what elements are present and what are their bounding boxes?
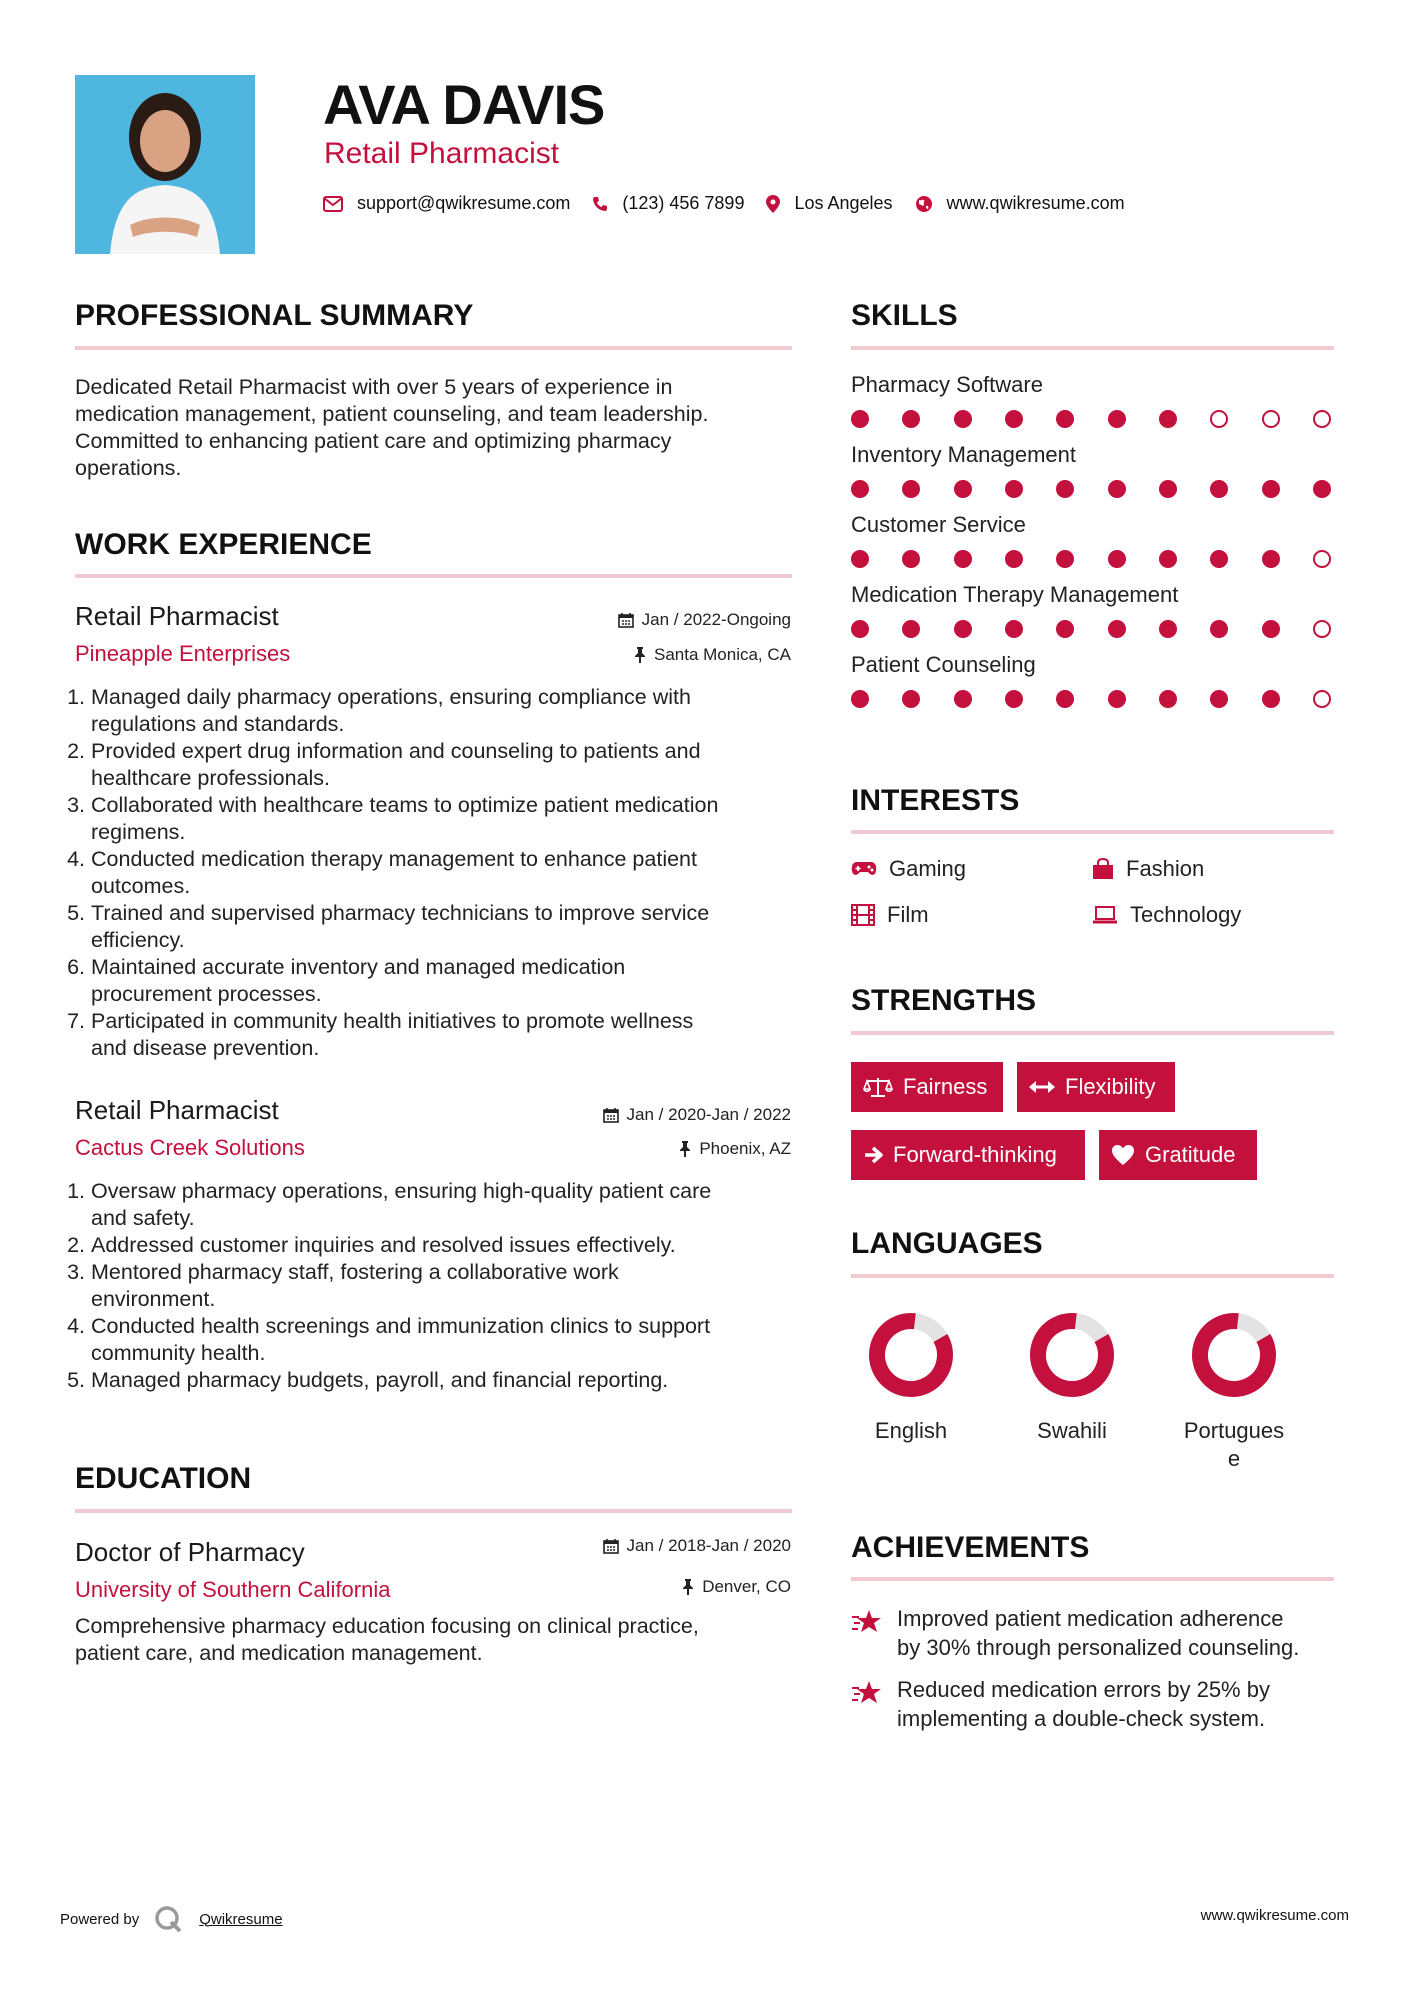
language-label-line: Swahili [1037,1418,1107,1443]
rating-dot-filled [1005,480,1023,498]
list-item: 7. Participated in community health initiatives to promote wellness and disease prevention. [91,1008,801,1062]
website-text: www.qwikresume.com [946,193,1125,213]
rating-dot-filled [1108,410,1126,428]
contact-phone[interactable] [592,193,744,214]
skill-rating [851,690,1331,708]
skill-rating [851,410,1331,428]
skill-item [851,652,1331,708]
rating-dot-filled [1159,690,1177,708]
rating-dot-filled [1108,690,1126,708]
calendar-icon [618,612,634,628]
rating-dot-filled [1313,480,1331,498]
rating-dot-filled [954,410,972,428]
gamepad-icon [851,861,877,877]
skill-rating [851,480,1331,498]
rating-dot-filled [1262,480,1280,498]
languages-rule [851,1274,1334,1278]
rating-dot-filled [902,620,920,638]
rating-dot-filled [1056,620,1074,638]
rating-dot-empty [1313,550,1331,568]
contact-email[interactable] [323,193,570,214]
education-dates [603,1536,791,1556]
rating-dot-filled [1262,620,1280,638]
donut-fill [1027,1310,1117,1400]
arrow-right-icon [863,1146,883,1164]
skill-item [851,372,1331,428]
skill-label: Patient Counseling [851,652,1036,677]
rating-dot-filled [954,550,972,568]
rating-dot-filled [1108,620,1126,638]
pushpin-icon [679,1141,691,1157]
job-title: Retail Pharmacist [75,601,279,631]
skill-label: Customer Service [851,512,1026,537]
language-label [1179,1417,1289,1473]
rating-dot-empty [1313,410,1331,428]
rating-dot-filled [1056,690,1074,708]
location-text: Los Angeles [794,193,893,213]
job-location-text: Phoenix, AZ [699,1139,791,1158]
summary-line: operations. [75,456,182,480]
job-company: Cactus Creek Solutions [75,1135,305,1160]
language-label-line: English [874,1418,948,1443]
job-bullets [73,1178,801,1394]
rating-dot-filled [1056,410,1074,428]
contact-bar [323,193,1147,214]
rating-dot-filled [1210,550,1228,568]
arrows-horizontal-icon [1029,1080,1055,1094]
education-heading: EDUCATION [75,1462,252,1495]
rating-dot-filled [1210,620,1228,638]
rating-dot-filled [1159,410,1177,428]
heart-icon [1111,1144,1135,1166]
rating-dot-filled [1056,480,1074,498]
rating-dot-filled [1262,690,1280,708]
achievement-item: Improved patient medication adherence by 30% through personalized counseling. [851,1604,1299,1662]
powered-by-text: Powered by [60,1910,140,1928]
job-dates-text: Jan / 2020-Jan / 2022 [626,1105,791,1124]
summary-line: medication management, patient counseling, and team leadership. [75,402,709,426]
education-location [682,1577,791,1597]
rating-dot-filled [902,480,920,498]
list-item: 5. Trained and supervised pharmacy technicians to improve service efficiency. [91,900,801,954]
strength-flexibility: Flexibility [1017,1062,1175,1112]
skills-heading: SKILLS [851,299,958,332]
language-donut [1189,1310,1279,1400]
contact-location [766,193,892,214]
donut-fill [866,1310,956,1400]
shopping-bag-icon [1092,858,1114,880]
balance-scale-icon [863,1076,893,1098]
rating-dot-filled [851,690,869,708]
rating-dot-empty [1210,410,1228,428]
calendar-icon [603,1107,619,1123]
skill-label: Medication Therapy Management [851,582,1179,607]
skill-label: Inventory Management [851,442,1077,467]
summary-line: Committed to enhancing patient care and optimizing pharmacy [75,429,672,453]
school-name: University of Southern California [75,1577,391,1602]
summary-text [75,374,708,482]
list-item: 6. Maintained accurate inventory and managed medication procurement processes. [91,954,801,1008]
rating-dot-filled [851,480,869,498]
strength-gratitude: Gratitude [1099,1130,1257,1180]
candidate-title: Retail Pharmacist [324,137,560,170]
language-label-line: Portugues [1183,1418,1285,1443]
skill-rating [851,550,1331,568]
strengths-heading: STRENGTHS [851,984,1037,1017]
calendar-icon [603,1538,619,1554]
contact-website[interactable] [915,193,1125,214]
list-item: 2. Provided expert drug information and counseling to patients and healthcare professionals. [91,738,801,792]
summary-line: Dedicated Retail Pharmacist with over 5 years of experience in [75,375,673,399]
skill-item [851,442,1331,498]
rating-dot-filled [1159,480,1177,498]
job-location [679,1139,791,1159]
globe-icon [915,195,933,213]
languages-list [851,1310,1334,1490]
language-label-line: e [1227,1446,1241,1471]
list-item: 4. Conducted health screenings and immunization clinics to support community health. [91,1313,801,1367]
rating-dot-filled [1005,410,1023,428]
strength-fairness: Fairness [851,1062,1003,1112]
list-item: 2. Addressed customer inquiries and resolved issues effectively. [91,1232,801,1259]
map-pin-icon [766,195,780,213]
rating-dot-filled [1159,620,1177,638]
achievements-rule [851,1577,1334,1581]
list-item: 4. Conducted medication therapy management to enhance patient outcomes. [91,846,801,900]
phone-icon [592,196,608,212]
education-dates-text: Jan / 2018-Jan / 2020 [626,1536,791,1555]
rating-dot-filled [1005,620,1023,638]
rating-dot-filled [1210,690,1228,708]
summary-heading: PROFESSIONAL SUMMARY [75,299,474,332]
job-location [634,645,791,665]
skills-list [851,372,1331,722]
donut-fill [1189,1310,1279,1400]
language-donut [866,1310,956,1400]
skill-item [851,582,1331,638]
interest-fashion: Fashion [1092,856,1204,882]
envelope-icon [323,196,343,212]
interest-technology: Technology [1092,902,1241,928]
rating-dot-filled [954,620,972,638]
rating-dot-filled [1005,690,1023,708]
footer-site[interactable]: www.qwikresume.com [1200,1907,1349,1924]
rating-dot-filled [954,690,972,708]
job-title: Retail Pharmacist [75,1095,279,1125]
language-donut [1027,1310,1117,1400]
rating-dot-filled [851,550,869,568]
job-company: Pineapple Enterprises [75,641,291,666]
achievements-heading: ACHIEVEMENTS [851,1531,1090,1564]
experience-rule [75,574,792,578]
rating-dot-filled [1108,480,1126,498]
qwikresume-logo-icon [153,1904,183,1934]
job-bullets [73,684,801,1062]
education-location-text: Denver, CO [702,1577,791,1596]
skill-label: Pharmacy Software [851,372,1043,397]
star-badge-icon [851,1608,883,1636]
rating-dot-filled [851,620,869,638]
footer-powered [60,1904,283,1934]
rating-dot-filled [1159,550,1177,568]
degree-title: Doctor of Pharmacy [75,1537,305,1567]
list-item: 1. Oversaw pharmacy operations, ensuring high-quality patient care and safety. [91,1178,801,1232]
language-label [856,1417,966,1445]
laptop-icon [1092,906,1118,924]
interests-heading: INTERESTS [851,784,1020,817]
summary-rule [75,346,792,350]
rating-dot-filled [1056,550,1074,568]
email-text: support@qwikresume.com [357,193,571,213]
rating-dot-filled [1005,550,1023,568]
star-badge-icon [851,1679,883,1707]
job-dates-text: Jan / 2022-Ongoing [641,610,791,629]
rating-dot-empty [1262,410,1280,428]
skill-item [851,512,1331,568]
list-item: 1. Managed daily pharmacy operations, ensuring compliance with regulations and standards. [91,684,801,738]
rating-dot-empty [1313,690,1331,708]
list-item: 3. Collaborated with healthcare teams to optimize patient medication regimens. [91,792,801,846]
rating-dot-filled [1108,550,1126,568]
film-icon [851,904,875,926]
job-dates [603,1105,791,1125]
experience-heading: WORK EXPERIENCE [75,528,372,561]
languages-heading: LANGUAGES [851,1227,1043,1260]
language-label [1017,1417,1127,1445]
achievement-item: Reduced medication errors by 25% by implementing a double-check system. [851,1675,1270,1733]
rating-dot-filled [902,690,920,708]
interest-film: Film [851,902,929,928]
job-location-text: Santa Monica, CA [653,645,791,664]
rating-dot-filled [851,410,869,428]
strength-forward-thinking: Forward-thinking [851,1130,1085,1180]
candidate-name: AVA DAVIS [323,73,605,136]
skills-rule [851,346,1334,350]
rating-dot-filled [1262,550,1280,568]
strengths-rule [851,1031,1334,1035]
list-item: 5. Managed pharmacy budgets, payroll, and financial reporting. [91,1367,801,1394]
list-item: 3. Mentored pharmacy staff, fostering a collaborative work environment. [91,1259,801,1313]
education-rule [75,1509,792,1513]
interest-gaming: Gaming [851,856,966,882]
rating-dot-filled [902,410,920,428]
rating-dot-empty [1313,620,1331,638]
profile-photo [75,75,255,254]
interests-rule [851,830,1334,834]
pushpin-icon [634,647,646,663]
job-dates [618,610,791,630]
skill-rating [851,620,1331,638]
rating-dot-filled [1210,480,1228,498]
rating-dot-filled [902,550,920,568]
education-description: Comprehensive pharmacy education focusing on clinical practice, patient care, and medication management. [75,1614,699,1665]
pushpin-icon [682,1579,694,1595]
rating-dot-filled [954,480,972,498]
qwikresume-link[interactable]: Qwikresume [199,1910,283,1928]
phone-text: (123) 456 7899 [622,193,745,213]
